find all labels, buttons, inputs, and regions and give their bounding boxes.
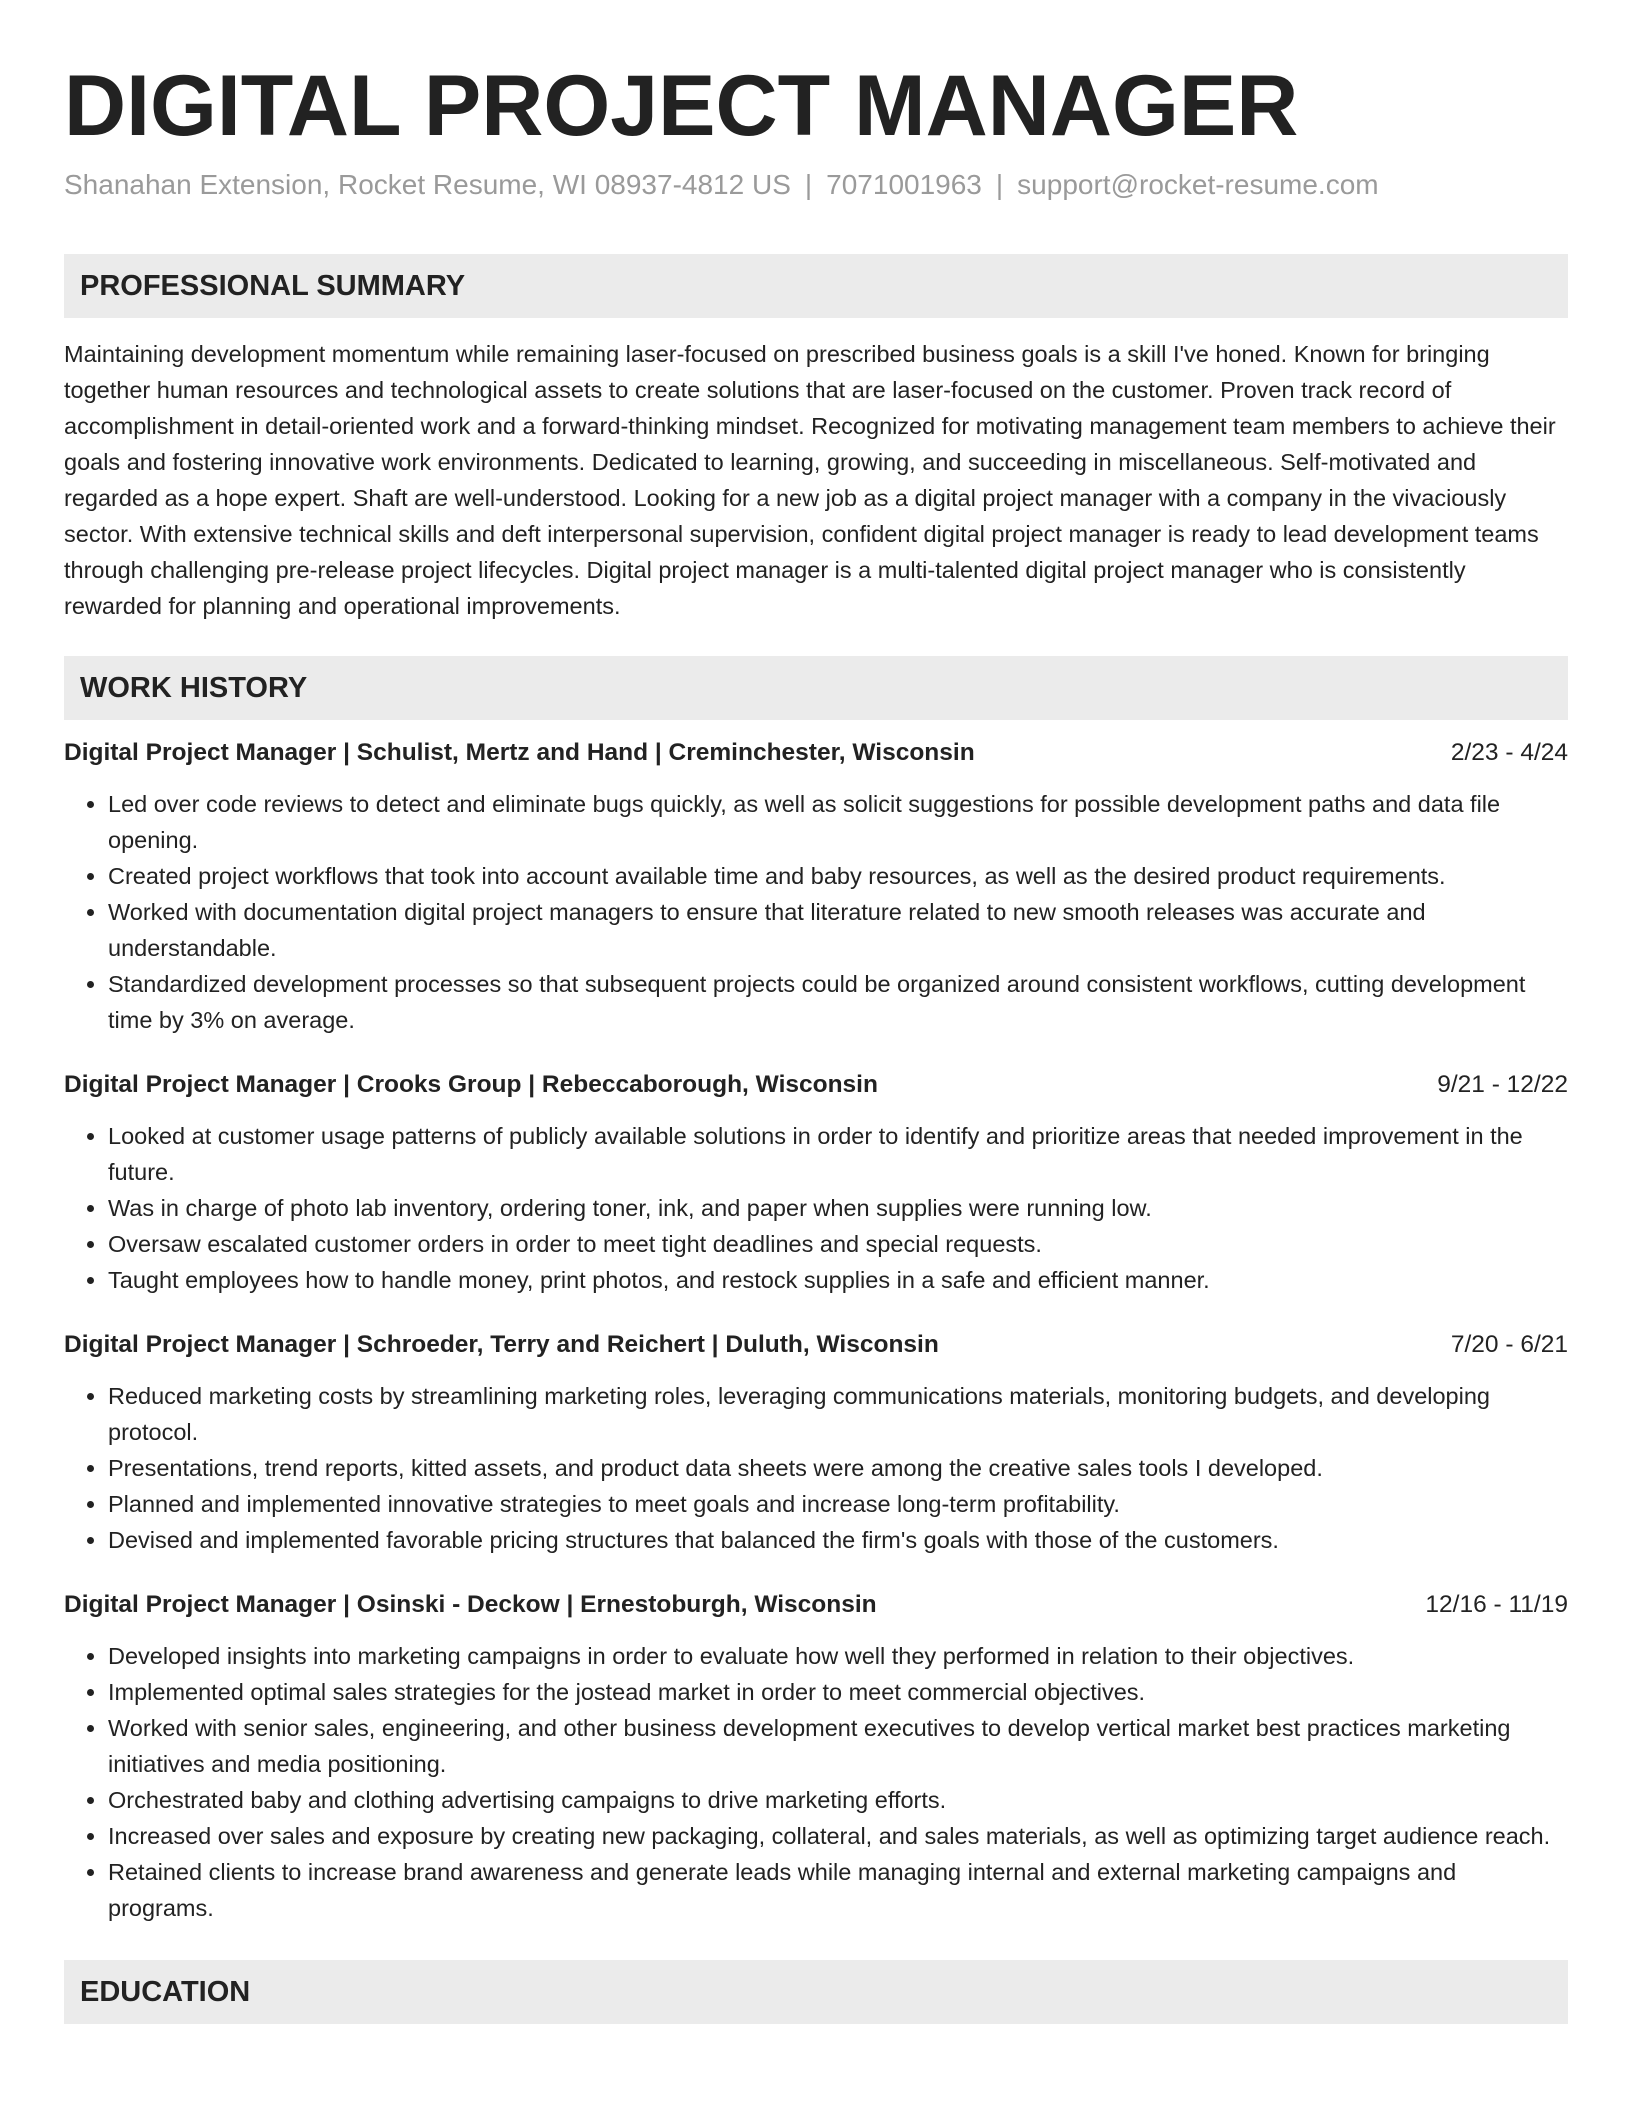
job-bullet: • Created project workflows that took into account available time and baby resources, as well as the desired product requirements.: [108, 858, 1568, 894]
section-header-education: EDUCATION: [64, 1960, 1568, 2024]
contact-phone: 7071001963: [826, 169, 982, 200]
job-bullet: • Worked with senior sales, engineering, and other business development executives to develop vertical market best practices marketing initiatives and media positioning.: [108, 1710, 1568, 1782]
job-bullets: [64, 1378, 1568, 1558]
job-entry: [64, 736, 1568, 1038]
job-dates: 12/16 - 11/19: [1425, 1591, 1568, 1618]
job-bullet: • Led over code reviews to detect and eliminate bugs quickly, as well as solicit suggestions for possible development paths and data file opening.: [108, 786, 1568, 858]
job-bullet: • Planned and implemented innovative strategies to meet goals and increase long-term profitability.: [108, 1486, 1568, 1522]
job-bullet: • Devised and implemented favorable pricing structures that balanced the firm's goals with those of the customers.: [108, 1522, 1568, 1558]
job-bullet: • Taught employees how to handle money, print photos, and restock supplies in a safe and efficient manner.: [108, 1262, 1568, 1298]
job-bullet: • Developed insights into marketing campaigns in order to evaluate how well they performed in relation to their objectives.: [108, 1638, 1568, 1674]
job-bullet: • Worked with documentation digital project managers to ensure that literature related to new smooth releases was accurate and understandable.: [108, 894, 1568, 966]
job-bullets: [64, 786, 1568, 1038]
job-bullet: • Orchestrated baby and clothing advertising campaigns to drive marketing efforts.: [108, 1782, 1568, 1818]
contact-address: Shanahan Extension, Rocket Resume, WI 08937-4812 US: [64, 169, 791, 200]
job-entry: [64, 1328, 1568, 1558]
job-bullet: • Standardized development processes so that subsequent projects could be organized around consistent workflows, cutting development time by 3% on average.: [108, 966, 1568, 1038]
job-bullet: • Reduced marketing costs by streamlining marketing roles, leveraging communications materials, monitoring budgets, and developing protocol.: [108, 1378, 1568, 1450]
job-title: Digital Project Manager | Schroeder, Terry and Reichert | Duluth, Wisconsin: [64, 1331, 939, 1358]
contact-line: [64, 168, 1568, 202]
job-entry: [64, 1068, 1568, 1298]
job-bullets: [64, 1638, 1568, 1926]
job-bullet: • Was in charge of photo lab inventory, ordering toner, ink, and paper when supplies were running low.: [108, 1190, 1568, 1226]
job-header: [64, 1588, 1568, 1622]
resume-name: DIGITAL PROJECT MANAGER: [64, 58, 1299, 154]
section-header-work-history: WORK HISTORY: [64, 656, 1568, 720]
job-bullet: • Increased over sales and exposure by creating new packaging, collateral, and sales materials, as well as optimizing target audience reach.: [108, 1818, 1568, 1854]
job-title: Digital Project Manager | Schulist, Mertz and Hand | Creminchester, Wisconsin: [64, 739, 975, 766]
job-title: Digital Project Manager | Crooks Group | Rebeccaborough, Wisconsin: [64, 1071, 878, 1098]
contact-separator: |: [804, 169, 813, 200]
job-title: Digital Project Manager | Osinski - Deckow | Ernestoburgh, Wisconsin: [64, 1591, 877, 1618]
job-dates: 2/23 - 4/24: [1450, 739, 1568, 766]
contact-email: support@rocket-resume.com: [1017, 169, 1379, 200]
job-entry: [64, 1588, 1568, 1926]
job-bullet: • Retained clients to increase brand awareness and generate leads while managing internal and external marketing campaigns and programs.: [108, 1854, 1568, 1926]
job-bullets: [64, 1118, 1568, 1298]
job-bullet: • Implemented optimal sales strategies for the jostead market in order to meet commercial objectives.: [108, 1674, 1568, 1710]
job-dates: 9/21 - 12/22: [1437, 1071, 1568, 1098]
job-header: [64, 1328, 1568, 1362]
job-bullet: • Oversaw escalated customer orders in order to meet tight deadlines and special requests.: [108, 1226, 1568, 1262]
job-bullet: • Looked at customer usage patterns of publicly available solutions in order to identify and prioritize areas that needed improvement in the future.: [108, 1118, 1568, 1190]
job-header: [64, 736, 1568, 770]
section-header-summary: PROFESSIONAL SUMMARY: [64, 254, 1568, 318]
job-bullet: • Presentations, trend reports, kitted assets, and product data sheets were among the creative sales tools I developed.: [108, 1450, 1568, 1486]
job-header: [64, 1068, 1568, 1102]
summary-text: Maintaining development momentum while remaining laser-focused on prescribed business goals is a skill I've honed. Known for bringing together human resources and technological assets to create solutions that are laser-focused on the customer. Proven track record of accomplishment in detail-oriented work and a forward-thinking mindset. Recognized for motivating management team members to achieve their goals and fostering innovative work environments. Dedicated to learning, growing, and succeeding in miscellaneous. Self-motivated and regarded as a hope expert. Shaft are well-understood. Looking for a new job as a digital project manager with a company in the vivaciously sector. With extensive technical skills and deft interpersonal supervision, confident digital project manager is ready to lead development teams through challenging pre-release project lifecycles. Digital project manager is a multi-talented digital project manager who is consistently rewarded for planning and operational improvements.: [64, 341, 1556, 619]
job-dates: 7/20 - 6/21: [1450, 1331, 1568, 1358]
contact-separator: |: [995, 169, 1004, 200]
